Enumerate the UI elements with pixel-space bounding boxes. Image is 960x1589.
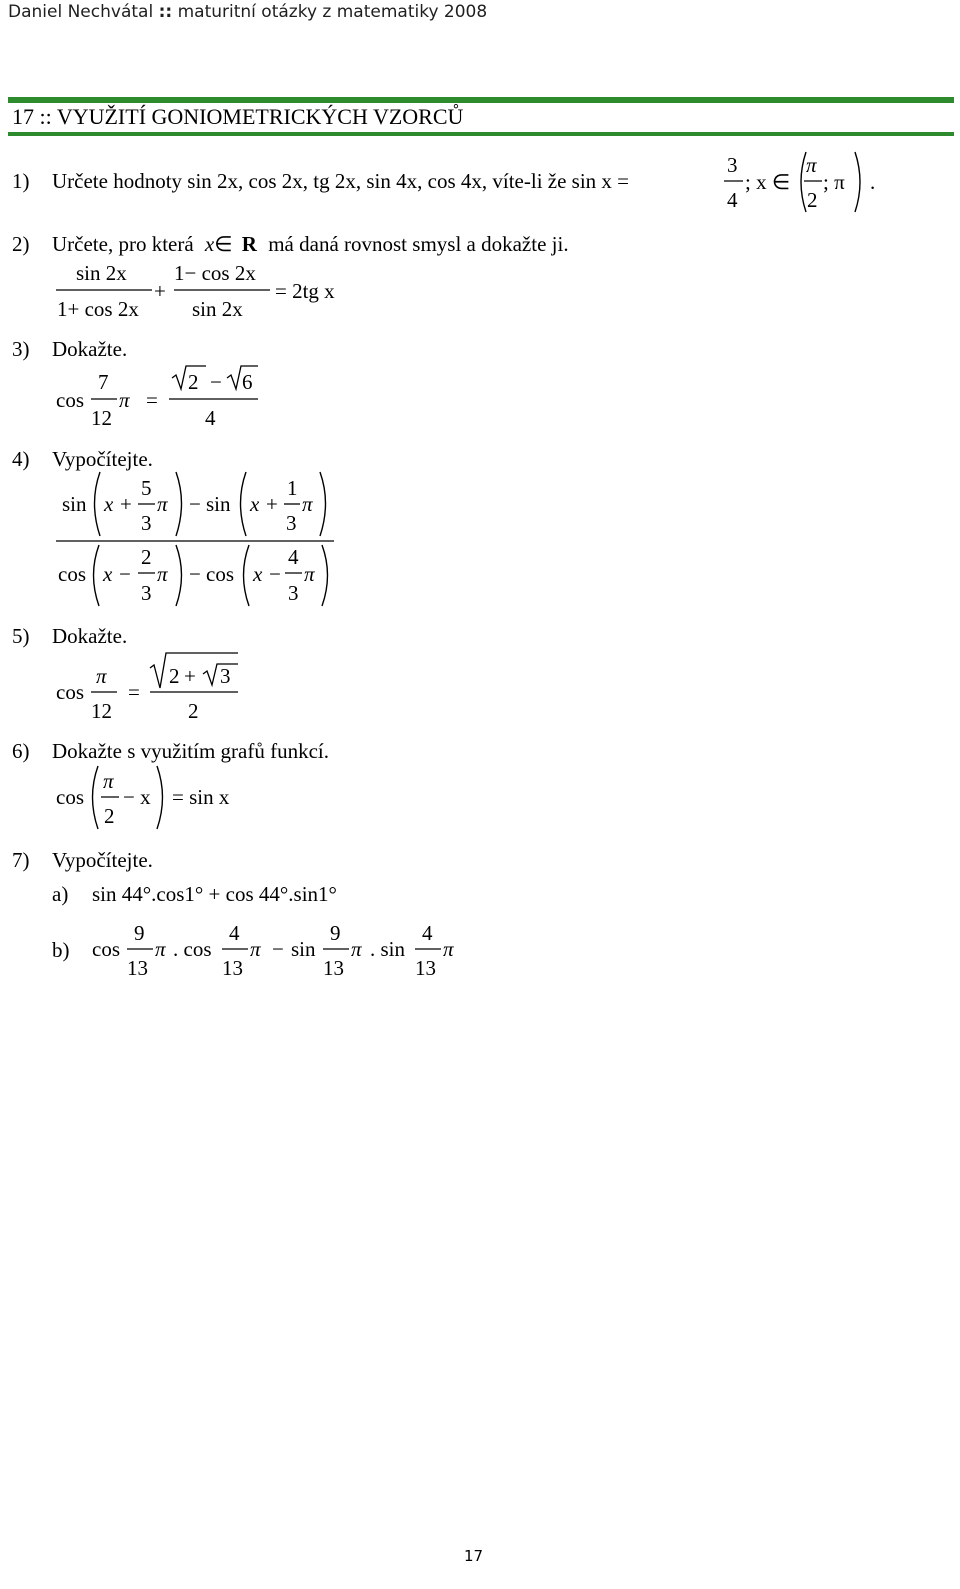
problem-1-text: Určete hodnoty sin 2x, cos 2x, tg 2x, sin 4x, cos 4x, víte-li že sin x = xyxy=(52,169,630,193)
pi: π xyxy=(351,937,362,961)
problem-7-text: Vypočítejte. xyxy=(52,848,153,872)
numerator-1: sin 2x xyxy=(76,261,127,285)
frac-num-4: 4 xyxy=(422,921,433,945)
x-minus: x − xyxy=(253,562,282,586)
dot-cos: . cos xyxy=(173,937,212,961)
minus-sign: − xyxy=(189,562,201,586)
minus-sign: − xyxy=(210,370,222,394)
pi: π xyxy=(443,937,454,961)
frac-den-12: 12 xyxy=(91,406,112,430)
frac-den-13: 13 xyxy=(415,956,436,980)
minus-sign: − xyxy=(189,492,201,516)
problem-2-rest: má daná rovnost smysl a dokažte ji. xyxy=(268,232,569,256)
frac-num-9: 9 xyxy=(134,921,145,945)
pi: π xyxy=(304,562,315,586)
denominator-2: sin 2x xyxy=(192,297,243,321)
frac-num-pi: π xyxy=(103,769,114,793)
problem-5-number: 5) xyxy=(12,624,30,648)
minus-x: − x xyxy=(123,785,151,809)
problem-3-number: 3) xyxy=(12,337,30,361)
frac-num-3: 3 xyxy=(727,153,738,177)
problem-7b-label: b) xyxy=(52,938,70,962)
cos-label: cos xyxy=(206,562,234,586)
frac-den-13: 13 xyxy=(127,956,148,980)
page-number: 17 xyxy=(464,1547,484,1565)
element-of: ∈ xyxy=(214,232,233,256)
problem-7a-label: a) xyxy=(52,882,69,906)
frac-den-2: 2 xyxy=(188,699,199,723)
frac-num-1: 1 xyxy=(287,476,298,500)
sin-label: sin xyxy=(291,937,316,961)
equals: = xyxy=(128,680,140,704)
frac-den-3: 3 xyxy=(141,581,152,605)
plus-sign: + xyxy=(184,664,196,688)
frac-num-pi: π xyxy=(96,664,107,688)
radicand-2: 2 xyxy=(188,370,199,394)
problem-7-number: 7) xyxy=(12,848,30,872)
problem-2-lead: Určete, pro která xyxy=(52,232,194,256)
pi: π xyxy=(155,937,166,961)
problem-4-text: Vypočítejte. xyxy=(52,447,153,471)
minus-sign: − xyxy=(272,937,284,961)
interval-tail: ; x ∈ xyxy=(745,170,791,194)
rhs: = sin x xyxy=(172,785,230,809)
frac-den-4: 4 xyxy=(205,406,216,430)
pi: π xyxy=(157,562,168,586)
problem-6-number: 6) xyxy=(12,739,30,763)
radicand-3: 3 xyxy=(220,664,231,688)
frac-den-13: 13 xyxy=(222,956,243,980)
pi: π xyxy=(157,492,168,516)
period: . xyxy=(870,170,876,194)
frac-den-2: 2 xyxy=(807,188,818,212)
header-author: Daniel Nechvátal xyxy=(8,2,154,22)
cos-label: cos xyxy=(58,562,86,586)
cos-label: cos xyxy=(92,937,120,961)
dot-sin: . sin xyxy=(370,937,406,961)
plus-sign: + xyxy=(154,279,166,303)
pi: π xyxy=(302,492,313,516)
problem-4-number: 4) xyxy=(12,447,30,471)
frac-den-4: 4 xyxy=(727,188,738,212)
header-separator: :: xyxy=(158,2,173,22)
denominator-1: 1+ cos 2x xyxy=(57,297,139,321)
frac-num-2: 2 xyxy=(141,545,152,569)
problem-5-text: Dokažte. xyxy=(52,624,128,648)
frac-den-2: 2 xyxy=(104,804,115,828)
problem-6-text: Dokažte s využitím grafů funkcí. xyxy=(52,739,329,763)
radicand-2: 2 xyxy=(169,664,180,688)
x-plus: x + xyxy=(250,492,279,516)
rhs: = 2tg x xyxy=(275,279,335,303)
set-r: R xyxy=(241,232,257,256)
sin-label: sin xyxy=(62,492,87,516)
frac-num-7: 7 xyxy=(98,370,109,394)
x-plus: x + xyxy=(104,492,133,516)
variable-x: x xyxy=(204,232,215,256)
interval-end: ; π xyxy=(823,170,845,194)
pi: π xyxy=(119,388,130,412)
problem-7a-expression: sin 44°.cos1° + cos 44°.sin1° xyxy=(92,882,337,906)
numerator-2: 1− cos 2x xyxy=(174,261,256,285)
section-title: 17 :: VYUŽITÍ GONIOMETRICKÝCH VZORCŮ xyxy=(12,104,464,129)
problem-3-text: Dokažte. xyxy=(52,337,128,361)
frac-num-4: 4 xyxy=(288,545,299,569)
frac-num-pi: π xyxy=(806,153,817,177)
frac-den-3: 3 xyxy=(288,581,299,605)
frac-num-4: 4 xyxy=(229,921,240,945)
frac-den-3: 3 xyxy=(141,511,152,535)
header-subtitle: maturitní otázky z matematiky 2008 xyxy=(177,2,488,22)
radicand-6: 6 xyxy=(242,370,253,394)
pi: π xyxy=(250,937,261,961)
frac-den-13: 13 xyxy=(323,956,344,980)
cos-label: cos xyxy=(56,785,84,809)
problem-1-number: 1) xyxy=(12,169,30,193)
cos-label: cos xyxy=(56,680,84,704)
x-minus: x − xyxy=(103,562,132,586)
frac-den-12: 12 xyxy=(91,699,112,723)
cos-label: cos xyxy=(56,388,84,412)
equals: = xyxy=(146,388,158,412)
problem-2-number: 2) xyxy=(12,232,30,256)
sin-label: sin xyxy=(206,492,231,516)
frac-num-5: 5 xyxy=(141,476,152,500)
frac-den-3: 3 xyxy=(286,511,297,535)
frac-num-9: 9 xyxy=(330,921,341,945)
